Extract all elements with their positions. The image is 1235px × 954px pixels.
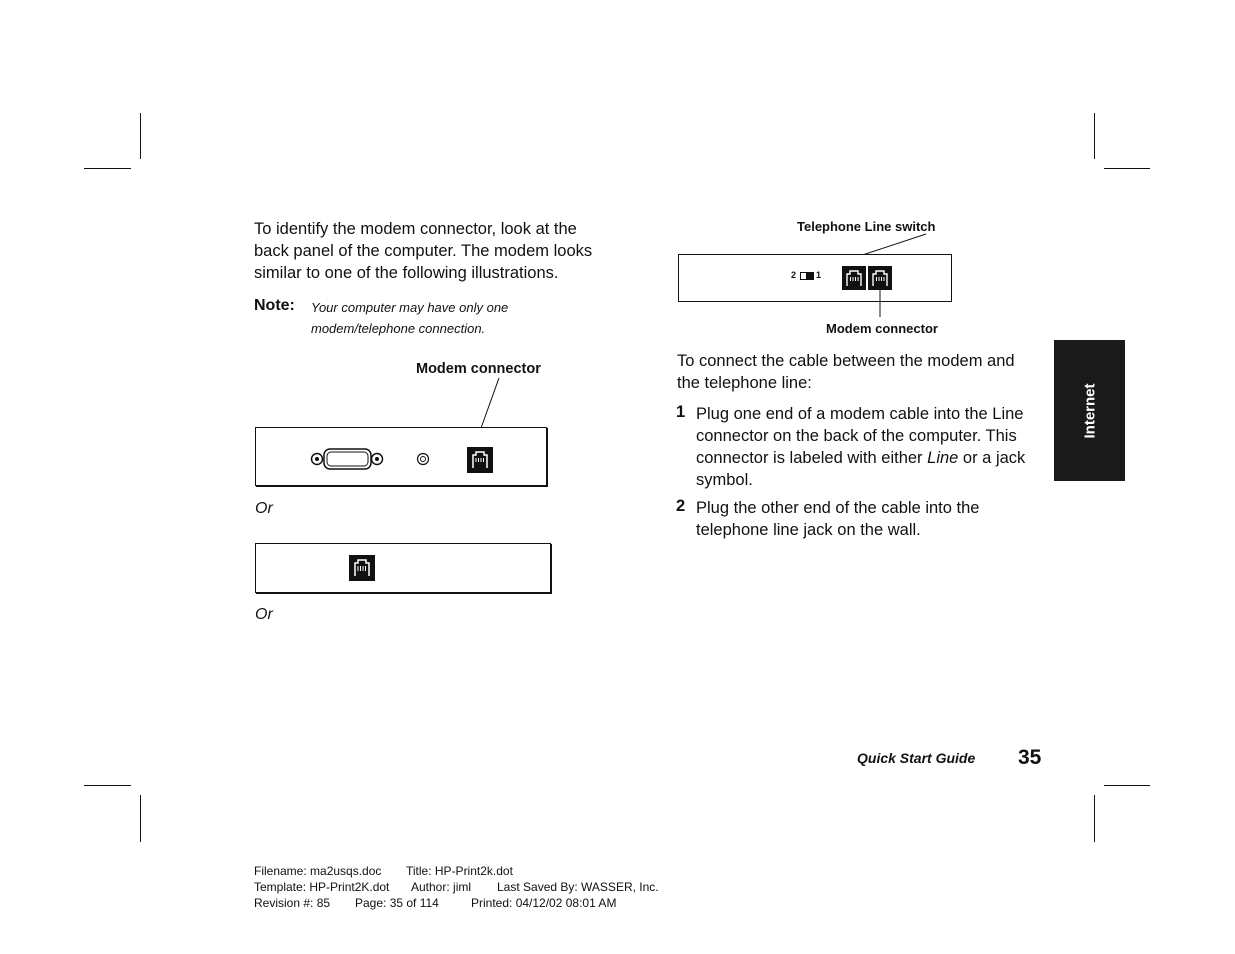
intro-paragraph: To identify the modem connector, look at the back panel of the computer. The modem looks similar to one of the following illustrations. [254, 220, 593, 282]
serial-port-icon [310, 446, 384, 472]
crop-mark [1104, 168, 1150, 169]
crop-mark [140, 795, 141, 842]
modem-leader-line [874, 283, 888, 319]
modem-connector-callout: Modem connector [416, 361, 541, 377]
modem-jack-icon [349, 555, 375, 581]
section-tab-internet [1054, 340, 1125, 481]
document-metadata [254, 863, 659, 911]
step-2-number: 2 [676, 497, 686, 515]
back-panel-illustration-3 [678, 254, 952, 302]
crop-mark [1094, 113, 1095, 159]
crop-mark [84, 785, 131, 786]
back-panel-illustration-1 [255, 427, 547, 486]
crop-mark [140, 113, 141, 159]
modem-connector-callout-right: Modem connector [826, 321, 938, 336]
meta-template: Template: HP-Print2K.dot [254, 880, 390, 894]
meta-printed: Printed: 04/12/02 08:01 AM [471, 896, 617, 910]
page-number: 35 [1018, 746, 1042, 769]
line-jack-icon [842, 266, 866, 290]
switch-label-1: 1 [816, 270, 822, 280]
back-panel-illustration-2 [255, 543, 551, 593]
connect-intro: To connect the cable between the modem and the telephone line: [677, 352, 1015, 392]
crop-mark [1094, 795, 1095, 842]
meta-page: Page: 35 of 114 [355, 896, 439, 910]
switch-label-2: 2 [791, 270, 797, 280]
note-text-line-1: Your computer may have only one [311, 300, 509, 315]
meta-last-saved: Last Saved By: WASSER, Inc. [497, 880, 659, 894]
section-tab-label: Internet [1081, 382, 1098, 439]
modem-jack-icon [467, 447, 493, 473]
or-separator-1: Or [255, 500, 273, 517]
crop-mark [1104, 785, 1150, 786]
step-2-text: Plug the other end of the cable into the telephone line jack on the wall. [696, 499, 980, 539]
crop-mark [84, 168, 131, 169]
or-separator-2: Or [255, 606, 273, 623]
note-label: Note: [254, 297, 295, 314]
guide-title: Quick Start Guide [857, 750, 976, 766]
step-1-number: 1 [676, 403, 686, 421]
telephone-line-switch-icon [800, 272, 814, 281]
audio-jack-icon [416, 452, 430, 466]
meta-title: Title: HP-Print2k.dot [406, 864, 513, 878]
telephone-line-switch-callout: Telephone Line switch [797, 219, 936, 234]
meta-filename: Filename: ma2usqs.doc [254, 864, 382, 878]
step-1-text: Plug one end of a modem cable into the Line connector on the back of the computer. This connector is labeled with either Line or a jack symbol. [696, 405, 1026, 489]
meta-revision: Revision #: 85 [254, 896, 331, 910]
meta-author: Author: jiml [411, 880, 472, 894]
note-text-line-2: modem/telephone connection. [311, 321, 486, 336]
